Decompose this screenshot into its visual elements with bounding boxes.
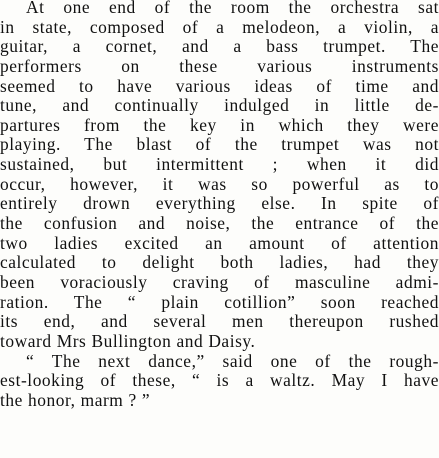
text-line: its end, and several men thereupon rushed — [0, 311, 439, 332]
text-line: playing. The blast of the trumpet was not — [0, 134, 439, 155]
text-line: the confusion and noise, the entrance of the — [0, 213, 439, 234]
paragraph-dance — [0, 352, 439, 411]
text-line: in state, composed of a melodeon, a violin, a — [0, 16, 439, 37]
text-line: sustained, but intermittent ; when it did — [0, 154, 439, 175]
text-line: “ The next dance,” said one of the rough- — [26, 350, 439, 371]
text-line: guitar, a cornet, and a bass trumpet. The — [0, 36, 439, 57]
text-line: toward Mrs Bullington and Daisy. — [0, 330, 256, 351]
text-line: At one end of the room the orchestra sat — [26, 0, 439, 17]
text-line: est-looking of these, “ is a waltz. May I have — [0, 370, 439, 391]
text-line: been voraciously craving of masculine admi- — [0, 271, 439, 292]
text-line: partures from the key in which they were — [0, 114, 439, 135]
text-line: occur, however, it was so powerful as to — [0, 173, 439, 194]
text-line: calculated to delight both ladies, had they — [0, 252, 439, 273]
text-line: entirely drown everything else. In spite of — [0, 193, 439, 214]
text-line: performers on these various instruments — [0, 55, 439, 76]
text-line: tune, and continually indulged in little de- — [0, 95, 439, 116]
text-line: ration. The “ plain cotillion” soon reached — [0, 291, 439, 312]
text-line: the honor, marm ? ” — [0, 389, 151, 410]
text-line: seemed to have various ideas of time and — [0, 75, 439, 96]
text-line: two ladies excited an amount of attention — [0, 232, 439, 253]
